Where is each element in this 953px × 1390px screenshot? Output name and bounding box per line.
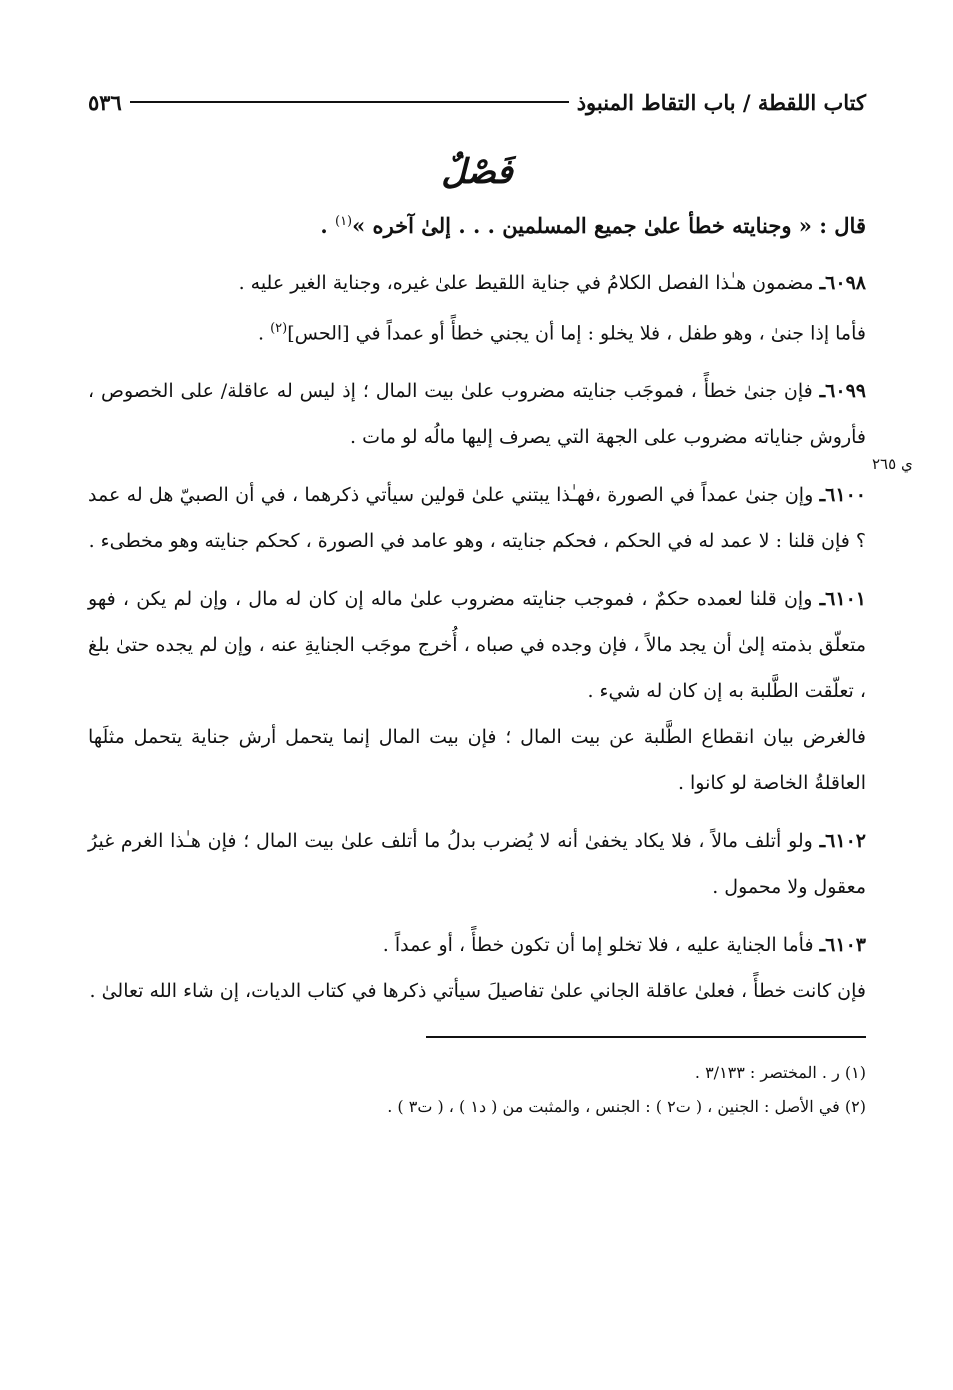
paragraph-text: ولو أتلف مالاً ، فلا يكاد يخفىٰ أنه لا يُضرب بدلُ ما أتلف علىٰ بيت المال ؛ فإن هـٰذا الغرم غيرُ معقول ولا محمول . [88,830,866,899]
section-heading-text: فَصْلٌ [441,152,513,192]
section-quote [88,204,866,244]
paragraph-6101 [88,576,866,714]
page-header [88,80,866,124]
footnote-mark: (١) [844,1063,866,1083]
paragraph-6099 [88,368,866,460]
paragraph-6098-cont [88,306,866,356]
quote-end: . [320,213,335,238]
margin-page-marker: ي ٢٦٥ [872,455,913,473]
footnote-ref: (٢) [270,321,288,336]
paragraph-text: فأما إذا جنىٰ ، وهو طفل ، فلا يخلو : إما أن يجني خطأً أو عمداً في [الحس] [287,322,866,345]
paragraph-number: ٦١٠١ـ [819,588,866,611]
paragraph-end: . [257,322,271,345]
paragraph-number: ٦١٠٠ـ [819,484,866,507]
footnote-1 [88,1056,866,1090]
paragraph-text: فالغرض بيان انقطاع الطَّلبة عن بيت المال ؛ فإن بيت المال إنما يتحمل أرش جناية يتحمل مثلَها العاقلةُ الخاصة لو كانوا . [88,726,866,795]
paragraph-text: فإن كانت خطأً ، فعلىٰ عاقلة الجاني علىٰ تفاصيلَ سيأتي ذكرها في كتاب الديات، إن شاء الله تعالىٰ . [89,980,866,1003]
section-heading [88,152,866,202]
paragraph-text: مضمون هـٰذا الفصل الكلامُ في جناية اللقيط علىٰ غيره، وجناية الغير عليه . [238,272,820,294]
quote-text: قال : « وجنايته خطأ علىٰ جميع المسلمين . . . إلىٰ آخره » [352,213,866,238]
page-number: ٥٣٦ [88,89,122,115]
paragraph-text: وإن قلنا لعمده حكمٌ ، فموجب جنايته مضروب علىٰ ماله إن كان له مال ، وإن لم يكن ، فهو متعلّق بذمته إلىٰ أن يجد مالاً ، فإن وجده في صباه ، أُخرج موجَب الجنايةِ عنه ، وإن لم يجده حتىٰ بلغ ، تعلّقت الطَّلبة به إن كان له شيء . [88,588,866,703]
paragraph-text: فأما الجناية عليه ، فلا تخلو إما أن تكون خطأً ، أو عمداً . [382,934,820,957]
paragraph-number: ٦٠٩٩ـ [819,380,866,403]
quote-footnote-ref: (١) [334,214,353,229]
footnote-mark: (٢) [844,1097,866,1117]
footnote-text: ر . المختصر : ٣/١٣٣ . [694,1063,845,1083]
paragraph-6098 [88,260,866,306]
footnote-rule [426,1036,866,1038]
paragraph-6103-cont [88,968,866,1014]
paragraph-number: ٦١٠٢ـ [819,830,866,853]
paragraph-text: فإن جنىٰ خطأً ، فموجَب جنايته مضروب علىٰ بيت المال ؛ إذ ليس له عاقلة/ على الخصوص ، فأروش جناياته مضروب على الجهة التي يصرف إليها مالُه لو مات . [88,380,866,449]
paragraph-number: ٦٠٩٨ـ [819,272,866,294]
paragraph-6101-cont [88,714,866,806]
paragraph-number: ٦١٠٣ـ [819,934,866,957]
footnote-2 [88,1090,866,1124]
paragraph-6103 [88,922,866,968]
document-page [88,80,866,1124]
footnotes [88,1056,866,1124]
footnote-text: في الأصل : الجنين ، ( ت٢ ) : الجنس ، والمثبت من ( د١ ) ، ( ت٣ ) . [387,1097,845,1117]
header-rule [130,101,569,103]
body-text [88,260,866,1014]
paragraph-text: وإن جنىٰ عمداً في الصورة ،فهـٰذا يبتني علىٰ قولين سيأتي ذكرهما ، في أن الصبيّ هل له عمد ؟ فإن قلنا : لا عمد له في الحكم ، فحكم جنايته ، وهو عامد في الصورة ، كحكم جنايته وهو مخطىء . [88,484,866,553]
paragraph-6100 [88,472,866,564]
paragraph-6102 [88,818,866,910]
running-title: كتاب اللقطة / باب التقاط المنبوذ [576,89,866,115]
